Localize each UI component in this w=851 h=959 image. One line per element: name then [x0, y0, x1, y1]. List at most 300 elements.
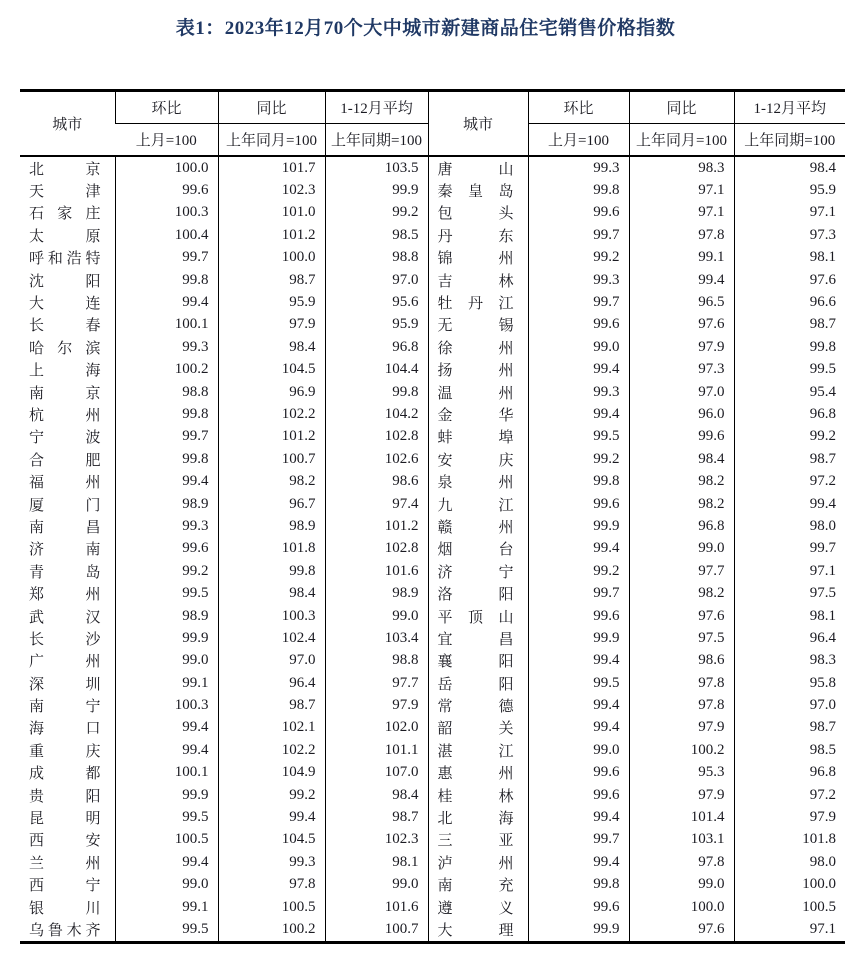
yoy-cell: 98.7 — [218, 269, 325, 291]
city-char: 林 — [498, 788, 514, 805]
yoy-cell: 97.7 — [629, 560, 734, 582]
yoy-cell: 96.4 — [218, 672, 325, 694]
city-cell — [20, 582, 115, 604]
table-row — [20, 336, 845, 358]
avg-cell: 103.4 — [325, 627, 428, 649]
city-name — [20, 606, 115, 627]
city-char: 蚌 — [437, 430, 453, 447]
avg-cell: 96.4 — [734, 627, 845, 649]
yoy-cell: 101.2 — [218, 224, 325, 246]
avg-cell: 99.5 — [734, 359, 845, 381]
city-name — [429, 695, 528, 716]
city-name — [429, 919, 528, 940]
city-name — [20, 471, 115, 492]
city-name — [20, 717, 115, 738]
city-name — [20, 762, 115, 783]
avg-cell: 98.1 — [734, 247, 845, 269]
city-char: 乌 — [29, 922, 45, 939]
city-char: 杭 — [29, 407, 45, 424]
city-char: 扬 — [437, 363, 453, 380]
mom-cell: 99.6 — [528, 314, 629, 336]
city-char: 滨 — [85, 340, 101, 357]
city-char: 金 — [437, 407, 453, 424]
mom-cell: 99.7 — [528, 224, 629, 246]
city-char: 庆 — [85, 743, 101, 760]
city-cell — [428, 650, 528, 672]
table-row — [20, 717, 845, 739]
yoy-cell: 100.0 — [218, 247, 325, 269]
city-char: 宁 — [85, 699, 101, 716]
yoy-cell: 100.5 — [218, 896, 325, 918]
table-row — [20, 202, 845, 224]
mom-cell: 99.4 — [528, 694, 629, 716]
yoy-cell: 97.8 — [218, 874, 325, 896]
avg-cell: 102.8 — [325, 538, 428, 560]
city-name — [429, 516, 528, 537]
avg-cell: 95.6 — [325, 291, 428, 313]
city-char: 连 — [85, 296, 101, 313]
city-char: 常 — [437, 699, 453, 716]
city-char: 南 — [29, 519, 45, 536]
mom-cell: 99.9 — [528, 627, 629, 649]
avg-cell: 98.7 — [734, 448, 845, 470]
city-cell — [428, 896, 528, 918]
city-cell — [20, 896, 115, 918]
avg-cell: 98.1 — [325, 851, 428, 873]
city-char: 厦 — [29, 497, 45, 514]
yoy-cell: 98.9 — [218, 515, 325, 537]
yoy-cell: 96.0 — [629, 403, 734, 425]
avg-cell: 104.2 — [325, 403, 428, 425]
col-header-avg-left: 1-12月平均 — [325, 91, 428, 124]
sub-header-avg-left: 上年同期=100 — [325, 124, 428, 157]
avg-cell: 97.4 — [325, 493, 428, 515]
yoy-cell: 104.5 — [218, 359, 325, 381]
table-row — [20, 291, 845, 313]
avg-cell: 98.7 — [734, 717, 845, 739]
avg-cell: 99.8 — [325, 381, 428, 403]
yoy-cell: 99.2 — [218, 784, 325, 806]
table-row — [20, 538, 845, 560]
table-row — [20, 762, 845, 784]
mom-cell: 100.3 — [115, 694, 218, 716]
city-name — [429, 538, 528, 559]
avg-cell: 97.7 — [325, 672, 428, 694]
city-char: 州 — [498, 519, 514, 536]
city-char: 温 — [437, 385, 453, 402]
city-char: 南 — [437, 878, 453, 895]
city-char: 州 — [498, 363, 514, 380]
city-char: 南 — [85, 542, 101, 559]
mom-cell: 99.5 — [528, 426, 629, 448]
city-char: 顶 — [467, 609, 483, 626]
city-name — [20, 337, 115, 358]
city-char: 青 — [29, 564, 45, 581]
city-name — [429, 247, 528, 268]
city-char: 宁 — [85, 878, 101, 895]
city-cell — [20, 470, 115, 492]
city-char: 武 — [29, 609, 45, 626]
city-cell — [428, 448, 528, 470]
mom-cell: 99.0 — [115, 650, 218, 672]
avg-cell: 97.6 — [734, 269, 845, 291]
avg-cell: 98.4 — [734, 156, 845, 179]
yoy-cell: 102.2 — [218, 739, 325, 761]
city-name — [429, 382, 528, 403]
city-char: 汉 — [85, 609, 101, 626]
city-cell — [428, 851, 528, 873]
city-name — [20, 292, 115, 313]
city-char: 庄 — [85, 206, 101, 223]
mom-cell: 99.6 — [528, 493, 629, 515]
city-char: 银 — [29, 900, 45, 917]
city-cell — [20, 403, 115, 425]
city-cell — [428, 403, 528, 425]
city-char: 州 — [498, 855, 514, 872]
avg-cell: 97.2 — [734, 784, 845, 806]
mom-cell: 99.2 — [528, 247, 629, 269]
yoy-cell: 98.2 — [218, 470, 325, 492]
avg-cell: 95.4 — [734, 381, 845, 403]
table-row — [20, 582, 845, 604]
city-name — [20, 225, 115, 246]
city-char: 洛 — [437, 587, 453, 604]
yoy-cell: 98.2 — [629, 493, 734, 515]
yoy-cell: 98.3 — [629, 156, 734, 179]
city-name — [429, 650, 528, 671]
city-name — [429, 874, 528, 895]
yoy-cell: 100.0 — [629, 896, 734, 918]
mom-cell: 99.6 — [528, 896, 629, 918]
avg-cell: 107.0 — [325, 762, 428, 784]
city-name — [429, 762, 528, 783]
mom-cell: 99.2 — [528, 560, 629, 582]
city-char: 锦 — [437, 251, 453, 268]
city-char: 州 — [85, 407, 101, 424]
yoy-cell: 99.8 — [218, 560, 325, 582]
yoy-cell: 97.9 — [629, 717, 734, 739]
sub-header-mom-right: 上月=100 — [528, 124, 629, 157]
city-name — [20, 695, 115, 716]
city-char: 原 — [85, 228, 101, 245]
avg-cell: 97.1 — [734, 560, 845, 582]
avg-cell: 98.7 — [734, 314, 845, 336]
city-name — [429, 807, 528, 828]
yoy-cell: 97.8 — [629, 694, 734, 716]
city-char: 岛 — [85, 564, 101, 581]
city-cell — [20, 426, 115, 448]
yoy-cell: 97.6 — [629, 918, 734, 942]
yoy-cell: 99.3 — [218, 851, 325, 873]
city-name — [20, 628, 115, 649]
city-char: 东 — [498, 228, 514, 245]
col-header-mom-left: 环比 — [115, 91, 218, 124]
city-cell — [20, 291, 115, 313]
avg-cell: 101.8 — [734, 829, 845, 851]
avg-cell: 99.0 — [325, 874, 428, 896]
city-char: 义 — [498, 900, 514, 917]
mom-cell: 99.1 — [115, 672, 218, 694]
city-name — [20, 673, 115, 694]
yoy-cell: 101.4 — [629, 806, 734, 828]
city-name — [429, 158, 528, 179]
city-name — [429, 740, 528, 761]
city-char: 长 — [29, 318, 45, 335]
city-cell — [428, 291, 528, 313]
city-cell — [428, 538, 528, 560]
table-header — [20, 91, 845, 157]
city-cell — [428, 515, 528, 537]
yoy-cell: 97.1 — [629, 179, 734, 201]
city-cell — [20, 224, 115, 246]
city-char: 太 — [29, 228, 45, 245]
city-name — [429, 785, 528, 806]
city-char: 阳 — [498, 676, 514, 693]
city-char: 埠 — [498, 430, 514, 447]
yoy-cell: 97.6 — [629, 605, 734, 627]
avg-cell: 99.9 — [325, 179, 428, 201]
city-char: 丹 — [467, 296, 483, 313]
mom-cell: 98.9 — [115, 605, 218, 627]
city-name — [20, 829, 115, 850]
city-cell — [428, 717, 528, 739]
yoy-cell: 96.7 — [218, 493, 325, 515]
yoy-cell: 100.2 — [629, 739, 734, 761]
city-cell — [428, 381, 528, 403]
city-char: 山 — [498, 161, 514, 178]
yoy-cell: 97.3 — [629, 359, 734, 381]
city-char: 赣 — [437, 519, 453, 536]
city-char: 牡 — [437, 296, 453, 313]
avg-cell: 95.9 — [325, 314, 428, 336]
city-name — [20, 740, 115, 761]
city-char: 秦 — [437, 184, 453, 201]
city-cell — [428, 874, 528, 896]
city-char: 海 — [498, 811, 514, 828]
city-char: 昆 — [29, 811, 45, 828]
table-row — [20, 829, 845, 851]
table-row — [20, 672, 845, 694]
city-char: 北 — [29, 161, 45, 178]
avg-cell: 95.9 — [734, 179, 845, 201]
table-row — [20, 851, 845, 873]
city-char: 襄 — [437, 654, 453, 671]
city-char: 重 — [29, 743, 45, 760]
city-char: 庆 — [498, 452, 514, 469]
city-char: 湛 — [437, 743, 453, 760]
yoy-cell: 101.8 — [218, 538, 325, 560]
mom-cell: 99.6 — [528, 605, 629, 627]
city-name — [20, 247, 115, 268]
city-char: 遵 — [437, 900, 453, 917]
city-cell — [20, 694, 115, 716]
city-char: 木 — [66, 922, 82, 939]
yoy-cell: 97.0 — [218, 650, 325, 672]
city-cell — [20, 918, 115, 942]
avg-cell: 103.5 — [325, 156, 428, 179]
price-index-table — [20, 89, 845, 944]
city-cell — [428, 493, 528, 515]
yoy-cell: 97.6 — [629, 314, 734, 336]
table-row — [20, 694, 845, 716]
avg-cell: 98.6 — [325, 470, 428, 492]
city-char: 安 — [85, 833, 101, 850]
city-char: 安 — [437, 452, 453, 469]
avg-cell: 102.0 — [325, 717, 428, 739]
mom-cell: 99.3 — [528, 381, 629, 403]
yoy-cell: 99.4 — [218, 806, 325, 828]
table-row — [20, 381, 845, 403]
mom-cell: 99.1 — [115, 896, 218, 918]
city-name — [20, 807, 115, 828]
city-cell — [428, 156, 528, 179]
city-name — [20, 785, 115, 806]
city-char: 吉 — [437, 273, 453, 290]
yoy-cell: 98.4 — [218, 582, 325, 604]
city-cell — [428, 470, 528, 492]
mom-cell: 100.3 — [115, 202, 218, 224]
city-cell — [20, 179, 115, 201]
city-name — [20, 382, 115, 403]
avg-cell: 97.0 — [734, 694, 845, 716]
avg-cell: 96.8 — [734, 403, 845, 425]
table-row — [20, 403, 845, 425]
city-name — [20, 561, 115, 582]
mom-cell: 99.2 — [528, 448, 629, 470]
page-title: 表1：2023年12月70个大中城市新建商品住宅销售价格指数 — [175, 18, 676, 39]
city-char: 天 — [29, 184, 45, 201]
yoy-cell: 104.5 — [218, 829, 325, 851]
mom-cell: 99.9 — [115, 784, 218, 806]
city-cell — [20, 156, 115, 179]
city-char: 特 — [85, 251, 101, 268]
city-cell — [428, 202, 528, 224]
yoy-cell: 102.2 — [218, 403, 325, 425]
city-cell — [20, 784, 115, 806]
mom-cell: 99.5 — [115, 918, 218, 942]
city-name — [20, 538, 115, 559]
city-cell — [20, 202, 115, 224]
city-char: 宜 — [437, 631, 453, 648]
mom-cell: 99.8 — [528, 470, 629, 492]
col-header-city-right: 城市 — [428, 91, 528, 157]
mom-cell: 100.0 — [115, 156, 218, 179]
mom-cell: 99.4 — [528, 851, 629, 873]
yoy-cell: 97.9 — [218, 314, 325, 336]
table-row — [20, 515, 845, 537]
avg-cell: 96.8 — [734, 762, 845, 784]
city-char: 波 — [85, 430, 101, 447]
sub-header-yoy-left: 上年同月=100 — [218, 124, 325, 157]
yoy-cell: 99.1 — [629, 247, 734, 269]
city-char: 浩 — [66, 251, 82, 268]
mom-cell: 99.4 — [528, 359, 629, 381]
city-name — [20, 180, 115, 201]
city-char: 门 — [85, 497, 101, 514]
mom-cell: 99.4 — [115, 739, 218, 761]
col-header-yoy-left: 同比 — [218, 91, 325, 124]
avg-cell: 102.8 — [325, 426, 428, 448]
city-cell — [428, 605, 528, 627]
avg-cell: 96.6 — [734, 291, 845, 313]
city-name — [429, 673, 528, 694]
city-name — [429, 628, 528, 649]
mom-cell: 99.3 — [115, 336, 218, 358]
city-char: 徐 — [437, 340, 453, 357]
city-cell — [428, 560, 528, 582]
city-name — [429, 829, 528, 850]
city-char: 齐 — [85, 922, 101, 939]
sub-header-mom-left: 上月=100 — [115, 124, 218, 157]
yoy-cell: 99.4 — [629, 269, 734, 291]
avg-cell: 98.5 — [325, 224, 428, 246]
mom-cell: 99.3 — [115, 515, 218, 537]
city-char: 南 — [29, 385, 45, 402]
yoy-cell: 98.7 — [218, 694, 325, 716]
city-char: 阳 — [498, 587, 514, 604]
table-row — [20, 739, 845, 761]
city-char: 唐 — [437, 161, 453, 178]
avg-cell: 97.9 — [325, 694, 428, 716]
city-char: 理 — [498, 922, 514, 939]
avg-cell: 100.0 — [734, 874, 845, 896]
mom-cell: 99.0 — [528, 336, 629, 358]
city-char: 江 — [498, 743, 514, 760]
city-name — [429, 337, 528, 358]
city-char: 泸 — [437, 855, 453, 872]
city-name — [20, 426, 115, 447]
mom-cell: 99.4 — [528, 538, 629, 560]
city-char: 阳 — [498, 654, 514, 671]
city-name — [20, 516, 115, 537]
col-header-city-left: 城市 — [20, 91, 115, 157]
avg-cell: 95.8 — [734, 672, 845, 694]
table-row — [20, 247, 845, 269]
city-name — [20, 270, 115, 291]
mom-cell: 99.7 — [528, 291, 629, 313]
city-char: 济 — [437, 564, 453, 581]
yoy-cell: 95.9 — [218, 291, 325, 313]
avg-cell: 99.2 — [325, 202, 428, 224]
city-name — [20, 158, 115, 179]
city-char: 春 — [85, 318, 101, 335]
city-char: 沙 — [85, 631, 101, 648]
yoy-cell: 99.6 — [629, 426, 734, 448]
mom-cell: 98.8 — [115, 381, 218, 403]
city-cell — [20, 806, 115, 828]
city-name — [20, 897, 115, 918]
mom-cell: 100.1 — [115, 762, 218, 784]
city-char: 广 — [29, 654, 45, 671]
avg-cell: 101.6 — [325, 560, 428, 582]
city-cell — [428, 627, 528, 649]
avg-cell: 97.9 — [734, 806, 845, 828]
city-char: 州 — [85, 475, 101, 492]
avg-cell: 99.4 — [734, 493, 845, 515]
city-char: 贵 — [29, 788, 45, 805]
city-cell — [428, 694, 528, 716]
city-char: 明 — [85, 811, 101, 828]
city-cell — [20, 493, 115, 515]
city-name — [429, 561, 528, 582]
city-cell — [20, 269, 115, 291]
mom-cell: 99.4 — [528, 650, 629, 672]
city-char: 无 — [437, 318, 453, 335]
col-header-avg-right: 1-12月平均 — [734, 91, 845, 124]
city-cell — [20, 381, 115, 403]
yoy-cell: 98.2 — [629, 582, 734, 604]
mom-cell: 99.4 — [115, 717, 218, 739]
